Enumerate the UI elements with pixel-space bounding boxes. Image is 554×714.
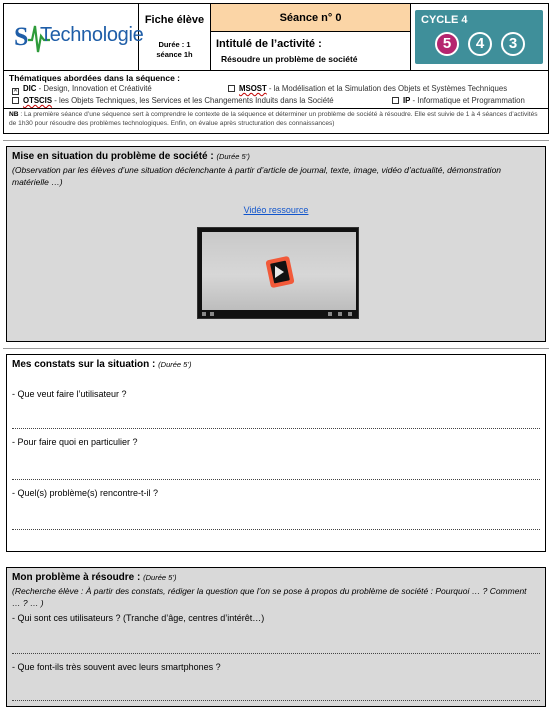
seance-cell	[211, 4, 411, 70]
answer-line-2[interactable]	[12, 479, 540, 480]
separator-1	[3, 140, 549, 141]
theme-msost	[228, 84, 507, 93]
video-player[interactable]	[197, 227, 359, 319]
theme-otscis-code: OTSCIS	[23, 96, 53, 105]
video-frame	[202, 232, 356, 310]
nb-divider	[4, 108, 548, 109]
header-table	[3, 3, 549, 71]
constat-question-1: - Que veut faire l’utilisateur ?	[12, 389, 127, 399]
mise-en-situation-title-text: Mise en situation du problème de société :	[12, 151, 214, 162]
technologie-logo	[14, 18, 144, 56]
constats-box	[6, 354, 546, 552]
theme-dic	[12, 84, 152, 95]
duree-line1: Durée : 1	[158, 40, 191, 49]
control-settings-icon[interactable]	[328, 312, 332, 316]
thematiques-panel	[3, 71, 549, 134]
video-resource-link[interactable]: Vidéo ressource	[243, 205, 309, 215]
constat-question-3: - Quel(s) problème(s) rencontre-t-il ?	[12, 488, 159, 498]
probleme-description: (Recherche élève : À partir des constats, rédiger la question que l’on se pose à propos du problème de société : Pourquoi … ? Comment … ? … )	[12, 586, 527, 608]
svg-text:S: S	[14, 22, 29, 51]
mise-en-situation-box	[6, 146, 546, 342]
theme-msost-label: - la Modélisation et la Simulation des Objets et Systèmes Techniques	[266, 84, 508, 93]
mise-en-situation-duration: (Durée 5’)	[216, 152, 250, 161]
theme-msost-checkbox[interactable]	[228, 85, 235, 92]
probleme-question-1: - Qui sont ces utilisateurs ? (Tranche d’âge, centres d’intérêt…)	[12, 613, 265, 623]
theme-msost-code: MSOST	[239, 84, 267, 93]
theme-ip-label: - Informatique et Programmation	[410, 96, 525, 105]
nb-text: : La première séance d’une séquence sert à comprendre le contexte de la séquence et déterminer un problème de société à résoudre. Elle est suivie de 1 à 4 séances d’activités de 1h30 pour résoudre des problèmes technologiques. Enfin, on évalue après structuration des connaissances)	[9, 111, 538, 127]
probleme-title	[12, 572, 176, 583]
answer-line-3[interactable]	[12, 529, 540, 530]
theme-otscis	[12, 96, 334, 105]
cycle-cell	[411, 4, 549, 70]
constats-title	[12, 359, 192, 370]
nb-label: NB	[9, 111, 19, 118]
probleme-box	[6, 567, 546, 707]
seance-number: Séance n° 0	[211, 4, 410, 32]
constat-question-2: - Pour faire quoi en particulier ?	[12, 437, 138, 447]
probleme-title-text: Mon problème à résoudre :	[12, 572, 141, 583]
theme-ip-checkbox[interactable]	[392, 97, 399, 104]
cycle-label: CYCLE 4	[421, 14, 468, 26]
control-cc-icon[interactable]	[338, 312, 342, 316]
cycle-level-5: 5	[435, 32, 459, 56]
mise-en-situation-description: (Observation par les élèves d’une situation déclenchante à partir d’article de journal, texte, image, vidéo d’actualité, démonstration matérielle …)	[12, 165, 502, 187]
control-volume-icon[interactable]	[210, 312, 214, 316]
video-controls	[202, 312, 356, 316]
probleme-duration: (Durée 5’)	[143, 573, 177, 582]
duree-line2: séance 1h	[156, 50, 193, 59]
intitule-label: Intitulé de l’activité :	[216, 38, 322, 50]
probleme-answer-line-1[interactable]	[12, 653, 540, 654]
theme-otscis-label: - les Objets Techniques, les Services et les Changements Induits dans la Société	[52, 96, 334, 105]
cycle-level-3: 3	[501, 32, 525, 56]
theme-ip-code: IP	[403, 96, 411, 105]
theme-dic-label: - Design, Innovation et Créativité	[36, 84, 152, 93]
theme-dic-checkbox[interactable]: ✕	[13, 88, 19, 94]
nb-note	[9, 110, 545, 128]
duree	[139, 40, 210, 60]
separator-2	[3, 348, 549, 349]
logo-text: Technologie	[40, 24, 144, 46]
control-fullscreen-icon[interactable]	[348, 312, 352, 316]
theme-ip	[392, 96, 525, 105]
answer-line-1[interactable]	[12, 428, 540, 429]
cycle-level-4: 4	[468, 32, 492, 56]
control-play-icon[interactable]	[202, 312, 206, 316]
fiche-cell	[139, 4, 211, 70]
play-icon[interactable]	[275, 266, 284, 278]
probleme-question-2: - Que font-ils très souvent avec leurs smartphones ?	[12, 662, 221, 672]
fiche-title: Fiche élève	[144, 14, 205, 26]
theme-dic-code: DIC	[23, 84, 37, 93]
constats-title-text: Mes constats sur la situation :	[12, 359, 156, 370]
constats-duration: (Durée 5’)	[158, 360, 192, 369]
logo-cell	[4, 4, 144, 70]
thematiques-title: Thématiques abordées dans la séquence :	[9, 73, 181, 83]
cycle-badge	[415, 10, 543, 64]
probleme-answer-line-2[interactable]	[12, 700, 540, 701]
intitule-value: Résoudre un problème de société	[221, 54, 358, 64]
mise-en-situation-title	[12, 151, 250, 162]
theme-otscis-checkbox[interactable]	[12, 97, 19, 104]
